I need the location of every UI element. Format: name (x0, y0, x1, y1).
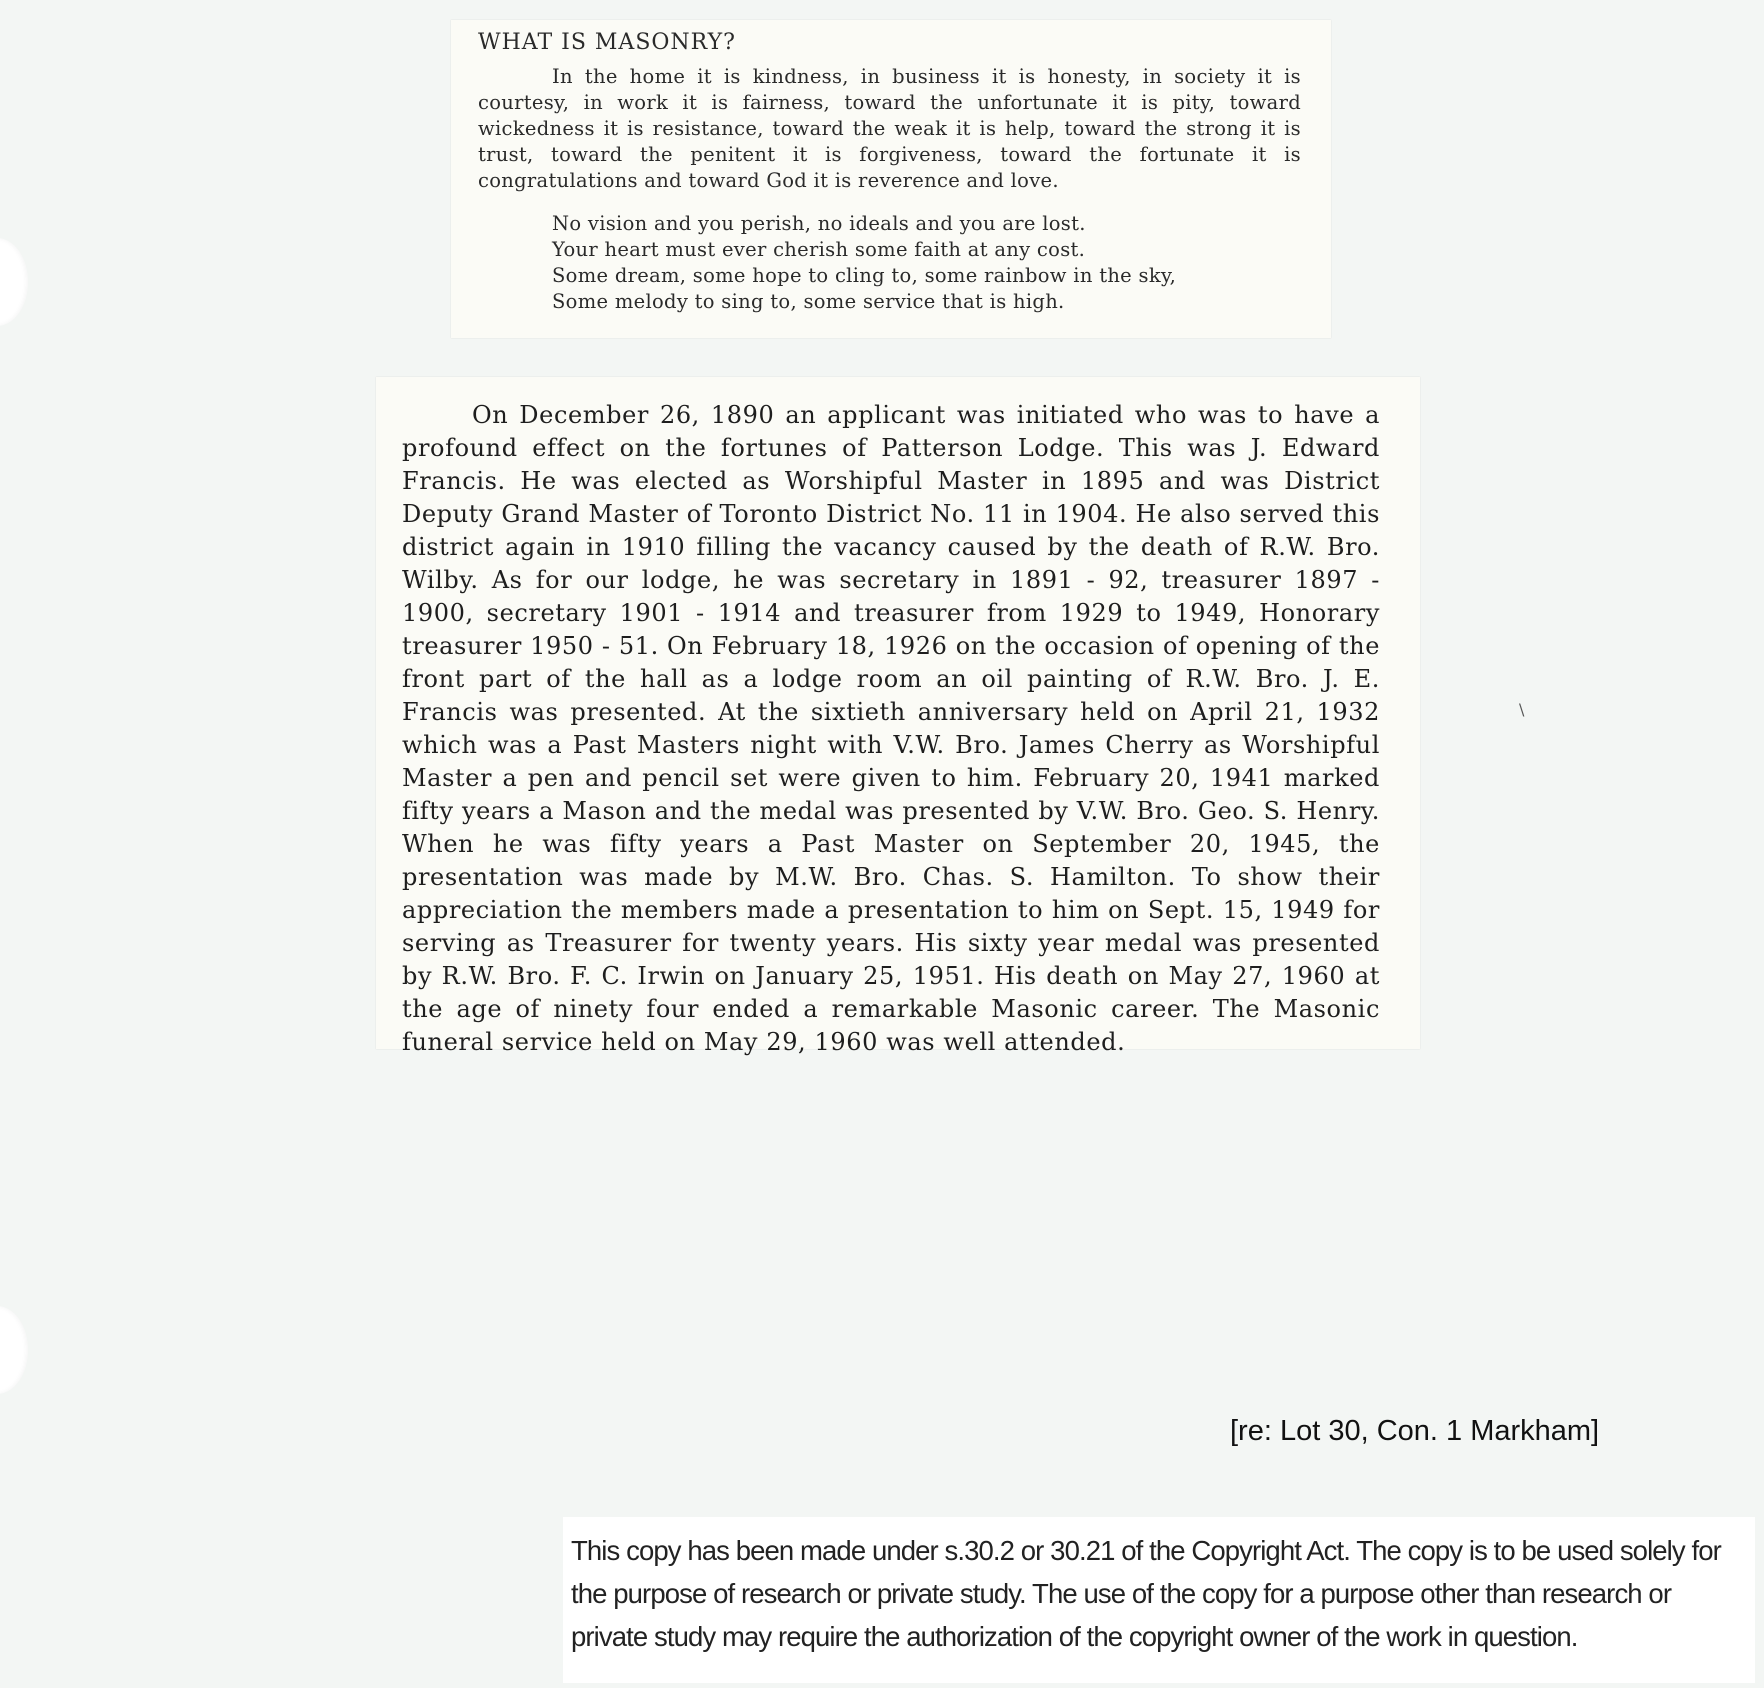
clipping-title: WHAT IS MASONRY? (478, 30, 736, 55)
punch-hole (0, 1306, 28, 1394)
verse-line: No vision and you perish, no ideals and you are lost. (552, 212, 1086, 235)
punch-hole (0, 238, 28, 326)
francis-clipping (376, 377, 1420, 1056)
verse-block (552, 211, 1301, 315)
verse-line: Your heart must ever cherish some faith at any cost. (552, 238, 1086, 261)
verse-line: Some melody to sing to, some service that is high. (552, 290, 1065, 313)
clipping-paragraph: On December 26, 1890 an applicant was initiated who was to have a profound effect on the fortunes of Patterson Lodge. This was J. Edward Francis. He was elected as Worshipful Master in 1895 and was District Deputy Grand Master of Toronto District No. 11 in 1904. He also served this district again in 1910 filling the vacancy caused by the death of R.W. Bro. Wilby. As for our lodge, he was secretary in 1891 - 92, treasurer 1897 - 1900, secretary 1901 - 1914 and treasurer from 1929 to 1949, Honorary treasurer 1950 - 51. On February 18, 1926 on the occasion of opening of the front part of the hall as a lodge room an oil painting of R.W. Bro. J. E. Francis was presented. At the sixtieth anniversary held on April 21, 1932 which was a Past Masters night with V.W. Bro. James Cherry as Worshipful Master a pen and pencil set were given to him. February 20, 1941 marked fifty years a Mason and the medal was presented by V.W. Bro. Geo. S. Henry. When he was fifty years a Past Master on September 20, 1945, the presentation was made by M.W. Bro. Chas. S. Hamilton. To show their appreciation the members made a presentation to him on Sept. 15, 1949 for serving as Treasurer for twenty years. His sixty year medal was presented by R.W. Bro. F. C. Irwin on January 25, 1951. His death on May 27, 1960 at the age of ninety four ended a remarkable Masonic career. The Masonic funeral service held on May 29, 1960 was well attended. (402, 401, 1380, 1056)
copyright-notice: This copy has been made under s.30.2 or 30.21 of the Copyright Act. The copy is to be used solely for the purpose of research or private study. The use of the copy for a purpose other than research or private study may require the authorization of the copyright owner of the work in question. (563, 1517, 1755, 1683)
reference-note: [re: Lot 30, Con. 1 Markham] (1230, 1415, 1600, 1447)
stray-mark: \ (1519, 700, 1525, 719)
clipping-paragraph: In the home it is kindness, in business it is honesty, in society it is courtesy, in work it is fairness, toward the unfortunate it is pity, toward wickedness it is resistance, toward the weak it is help, toward the strong it is trust, toward the penitent it is forgiveness, toward the fortunate it is congratulations and toward God it is reverence and love. (478, 65, 1301, 192)
verse-line: Some dream, some hope to cling to, some rainbow in the sky, (552, 264, 1177, 287)
masonry-clipping (451, 20, 1331, 338)
